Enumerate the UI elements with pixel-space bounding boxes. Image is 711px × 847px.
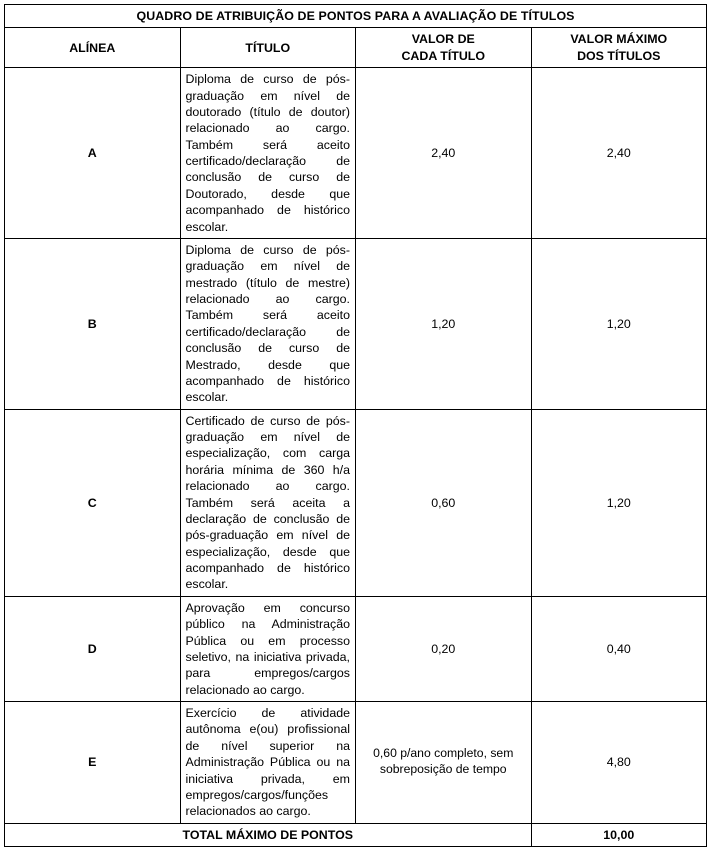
- row-alinea: C: [5, 409, 181, 596]
- row-valor-maximo: 0,40: [531, 596, 707, 701]
- table-row: [5, 409, 707, 596]
- row-titulo: Certificado de curso de pós-graduação em nível de especialização, com carga horária mínima de 360 h/a relacionado ao cargo. Também será aceita a declaração de conclusão de pós-graduação em nível de especialização, desde que acompanhado de histórico escolar.: [180, 409, 356, 596]
- table-row: [5, 238, 707, 409]
- row-valor-cada-titulo: 1,20: [356, 238, 532, 409]
- row-valor-maximo: 4,80: [531, 702, 707, 824]
- row-valor-maximo: 2,40: [531, 68, 707, 239]
- row-alinea: A: [5, 68, 181, 239]
- table-title: QUADRO DE ATRIBUIÇÃO DE PONTOS PARA A AVALIAÇÃO DE TÍTULOS: [5, 5, 707, 28]
- column-header-valor-cada-titulo: [356, 28, 532, 68]
- row-alinea: B: [5, 238, 181, 409]
- row-valor-cada-titulo: 0,60 p/ano completo, sem sobreposição de tempo: [356, 702, 532, 824]
- row-titulo: Exercício de atividade autônoma e(ou) profissional de nível superior na Administração Pública ou na iniciativa privada, em empregos/cargos/funções relacionados ao cargo.: [180, 702, 356, 824]
- column-header-valor-cada-line1: VALOR DE: [411, 32, 475, 47]
- column-header-valor-maximo-titulos: [531, 28, 707, 68]
- row-valor-cada-titulo: 0,20: [356, 596, 532, 701]
- table-total-row: [5, 823, 707, 846]
- column-header-alinea: ALÍNEA: [5, 28, 181, 68]
- row-titulo: Diploma de curso de pós-graduação em nível de doutorado (título de doutor) relacionado ao cargo. Também será aceito certificado/declaração de conclusão de curso de Doutorado, desde que acompanhado de histórico escolar.: [180, 68, 356, 239]
- column-header-valor-cada-line2: CADA TÍTULO: [401, 48, 485, 63]
- row-valor-cada-titulo: 0,60: [356, 409, 532, 596]
- table-row: [5, 68, 707, 239]
- row-titulo: Aprovação em concurso público na Administração Pública ou em processo seletivo, na iniciativa privada, para empregos/cargos relacionado ao cargo.: [180, 596, 356, 701]
- column-header-titulo: TÍTULO: [180, 28, 356, 68]
- column-header-valor-maximo-line2: DOS TÍTULOS: [577, 48, 661, 63]
- row-alinea: D: [5, 596, 181, 701]
- table-row: [5, 596, 707, 701]
- column-header-valor-maximo-line1: VALOR MÁXIMO: [570, 32, 668, 47]
- row-valor-maximo: 1,20: [531, 238, 707, 409]
- titles-scoring-table: [4, 4, 707, 847]
- table-row: [5, 702, 707, 824]
- table-title-row: [5, 5, 707, 28]
- row-valor-maximo: 1,20: [531, 409, 707, 596]
- row-titulo: Diploma de curso de pós-graduação em nível de mestrado (título de mestre) relacionado ao cargo. Também será aceito certificado/declaração de conclusão de curso de Mestrado, desde que acompanhado de histórico escolar.: [180, 238, 356, 409]
- table-header-row: [5, 28, 707, 68]
- total-label: TOTAL MÁXIMO DE PONTOS: [5, 823, 532, 846]
- row-valor-cada-titulo: 2,40: [356, 68, 532, 239]
- row-alinea: E: [5, 702, 181, 824]
- total-value: 10,00: [531, 823, 707, 846]
